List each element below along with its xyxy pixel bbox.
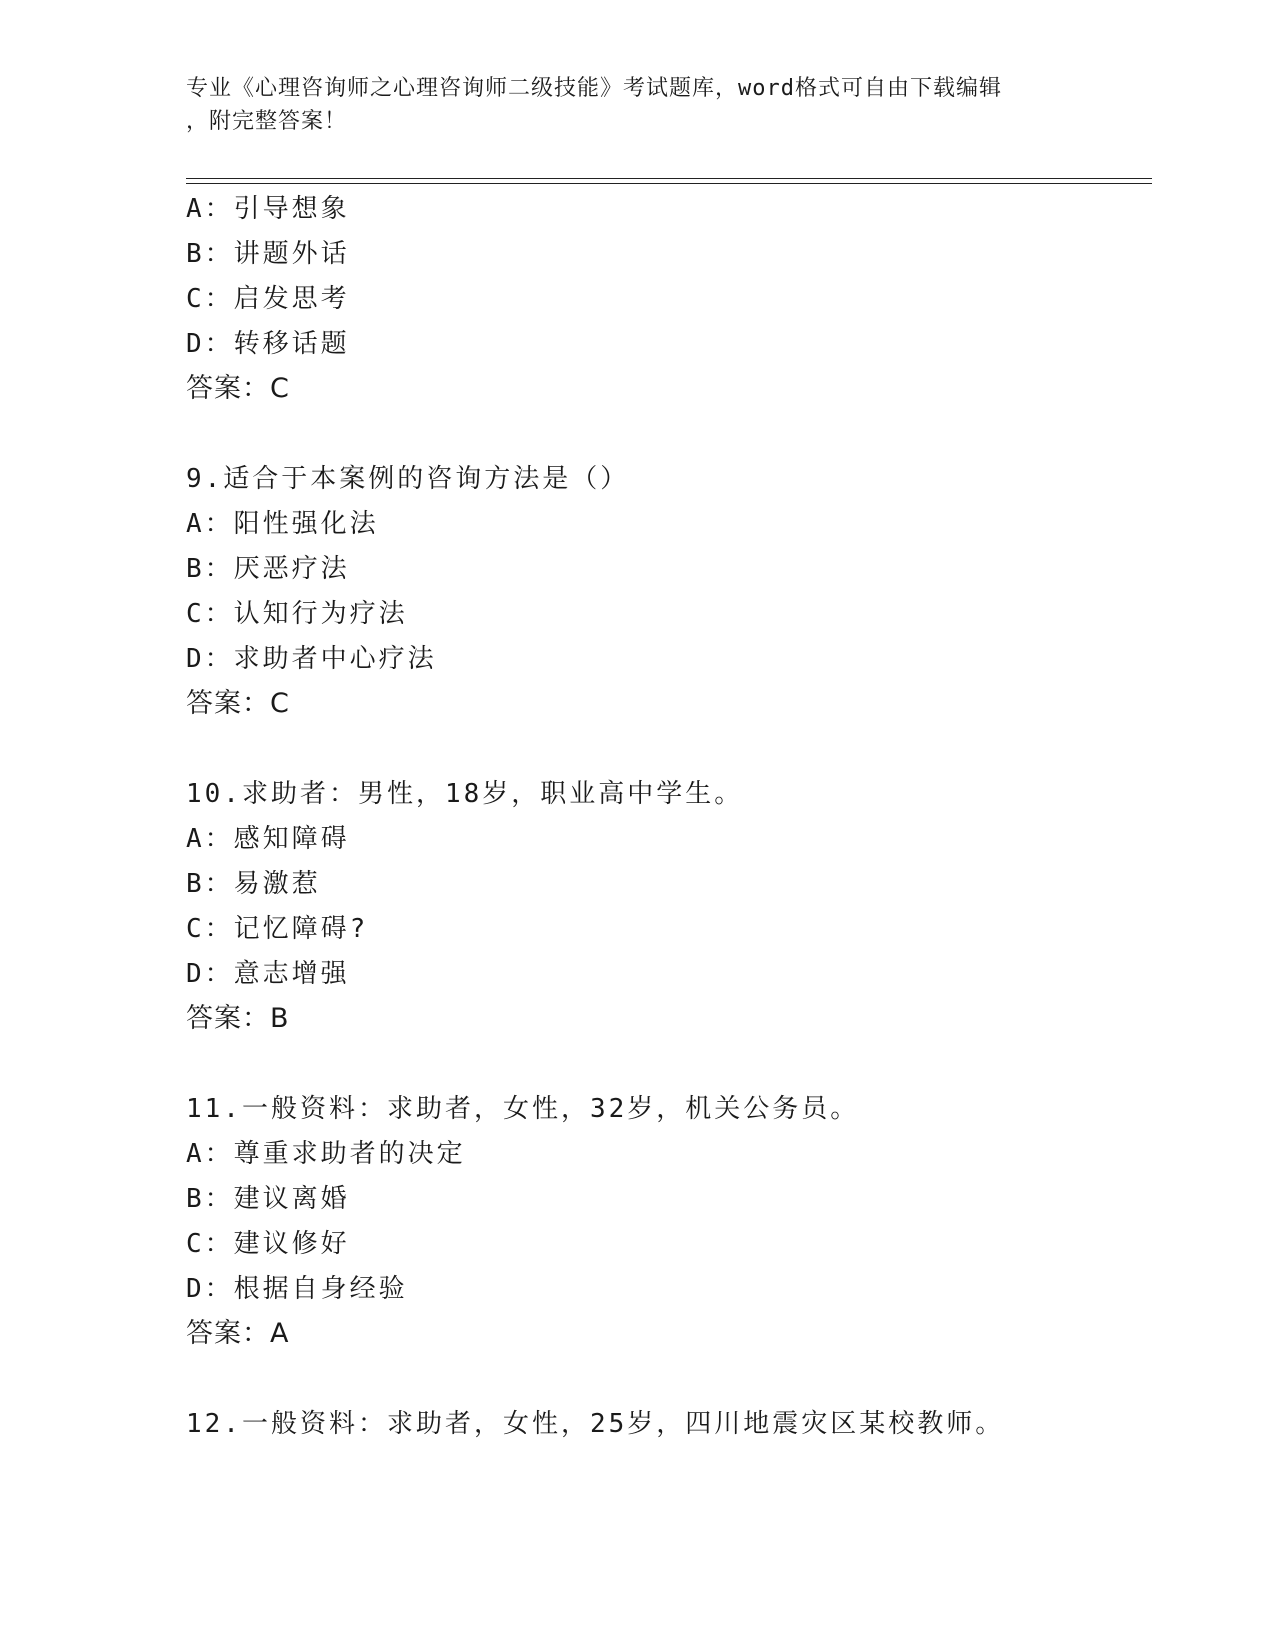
- question-9: 9.适合于本案例的咨询方法是（）: [186, 464, 630, 494]
- answer-line: 答案：C: [186, 688, 290, 719]
- header-divider-top: [186, 178, 1152, 179]
- answer-line: 答案：B: [186, 1003, 290, 1034]
- option-b: B：易激惹: [186, 869, 321, 899]
- option-b: B：厌恶疗法: [186, 554, 350, 584]
- option-c: C：建议修好: [186, 1229, 350, 1259]
- option-a: A：阳性强化法: [186, 509, 379, 539]
- option-a: A：引导想象: [186, 194, 350, 224]
- document-header: [186, 72, 1086, 138]
- header-divider-bottom: [186, 183, 1152, 184]
- option-a: A：感知障碍: [186, 824, 350, 854]
- option-d: D：求助者中心疗法: [186, 644, 437, 674]
- option-d: D：根据自身经验: [186, 1274, 408, 1304]
- question-12: 12.一般资料：求助者，女性，25岁，四川地震灾区某校教师。: [186, 1409, 1005, 1439]
- option-a: A：尊重求助者的决定: [186, 1139, 466, 1169]
- question-11: 11.一般资料：求助者，女性，32岁，机关公务员。: [186, 1094, 860, 1124]
- option-b: B：建议离婚: [186, 1184, 350, 1214]
- header-line-2: ，附完整答案！: [186, 109, 348, 134]
- answer-line: 答案：A: [186, 1318, 290, 1349]
- option-b: B：讲题外话: [186, 239, 350, 269]
- option-c: C：启发思考: [186, 284, 350, 314]
- option-c: C：认知行为疗法: [186, 599, 408, 629]
- answer-line: 答案：C: [186, 373, 290, 404]
- question-10: 10.求助者：男性，18岁，职业高中学生。: [186, 779, 744, 809]
- header-line-1: 专业《心理咨询师之心理咨询师二级技能》考试题库，word格式可自由下载编辑: [186, 76, 1002, 101]
- option-c: C：记忆障碍?: [186, 914, 369, 944]
- option-d: D：意志增强: [186, 959, 350, 989]
- option-d: D：转移话题: [186, 329, 350, 359]
